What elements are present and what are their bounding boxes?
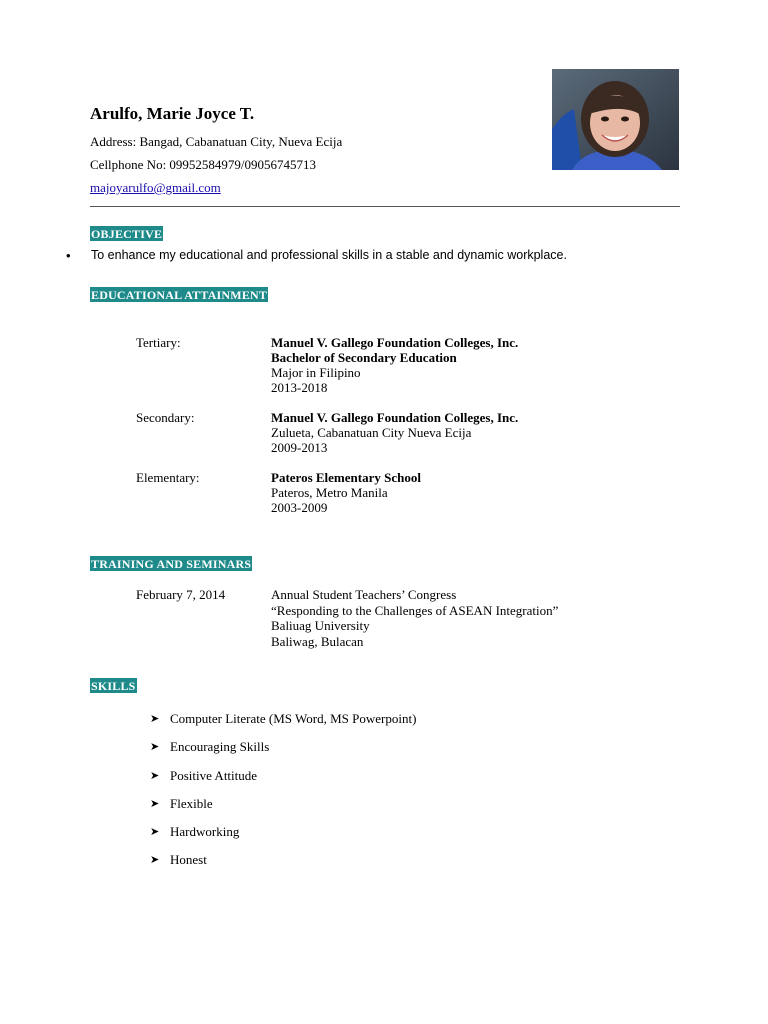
school-years: 2003-2009: [271, 500, 328, 515]
education-label-elementary: Elementary:: [136, 470, 200, 485]
skills-heading: SKILLS: [91, 679, 136, 693]
skill-text: Encouraging Skills: [170, 739, 270, 755]
education-label-tertiary: Tertiary:: [136, 335, 181, 350]
skill-text: Honest: [170, 852, 207, 868]
header-divider: [90, 206, 680, 207]
education-label-secondary: Secondary:: [136, 410, 195, 425]
list-item: [150, 796, 416, 824]
school-years: 2013-2018: [271, 380, 328, 395]
training-heading: TRAINING AND SEMINARS: [91, 557, 252, 571]
skills-list: [150, 711, 416, 881]
skill-text: Computer Literate (MS Word, MS Powerpoint): [170, 711, 417, 726]
school-detail: Zulueta, Cabanatuan City Nueva Ecija: [271, 425, 472, 440]
skill-text: Positive Attitude: [170, 767, 258, 783]
training-title: Annual Student Teachers’ Congress: [271, 587, 457, 602]
education-entry-secondary: [271, 410, 518, 455]
arrow-bullet-icon: ➤: [150, 853, 160, 867]
applicant-name: Arulfo, Marie Joyce T.: [90, 104, 255, 123]
school-name: Pateros Elementary School: [271, 470, 421, 485]
objective-bullet: •: [66, 248, 71, 263]
arrow-bullet-icon: ➤: [150, 796, 160, 810]
school-name: Manuel V. Gallego Foundation Colleges, Inc.: [271, 410, 519, 425]
skill-text: Flexible: [170, 795, 213, 811]
objective-heading: OBJECTIVE: [91, 227, 163, 241]
skill-text: Hardworking: [170, 824, 240, 840]
school-detail: Pateros, Metro Manila: [271, 485, 388, 500]
training-location: Baliwag, Bulacan: [271, 633, 364, 649]
arrow-bullet-icon: ➤: [150, 768, 160, 782]
list-item: [150, 711, 416, 739]
training-details: [271, 587, 558, 649]
arrow-bullet-icon: ➤: [150, 712, 160, 725]
cellphone-line: Cellphone No: 09952584979/09056745713: [90, 157, 317, 172]
email-link[interactable]: majoyarulfo@gmail.com: [90, 180, 221, 195]
education-entry-tertiary: [271, 335, 518, 395]
degree-name: Bachelor of Secondary Education: [271, 350, 457, 365]
list-item: [150, 739, 416, 767]
objective-text: To enhance my educational and professional skills in a stable and dynamic workplace.: [91, 248, 567, 262]
arrow-bullet-icon: ➤: [150, 825, 160, 839]
training-venue: Baliuag University: [271, 618, 370, 633]
list-item: [150, 768, 416, 796]
school-name: Manuel V. Gallego Foundation Colleges, Inc.: [271, 335, 519, 350]
training-theme: “Responding to the Challenges of ASEAN Integration”: [271, 602, 559, 618]
education-entry-elementary: [271, 470, 421, 515]
list-item: [150, 852, 416, 880]
school-detail: Major in Filipino: [271, 365, 361, 380]
arrow-bullet-icon: ➤: [150, 740, 160, 754]
profile-photo: [552, 69, 679, 170]
training-date: February 7, 2014: [136, 587, 226, 602]
address-line: Address: Bangad, Cabanatuan City, Nueva Ecija: [90, 134, 343, 149]
list-item: [150, 824, 416, 852]
school-years: 2009-2013: [271, 440, 328, 455]
education-heading: EDUCATIONAL ATTAINMENT: [91, 288, 268, 302]
